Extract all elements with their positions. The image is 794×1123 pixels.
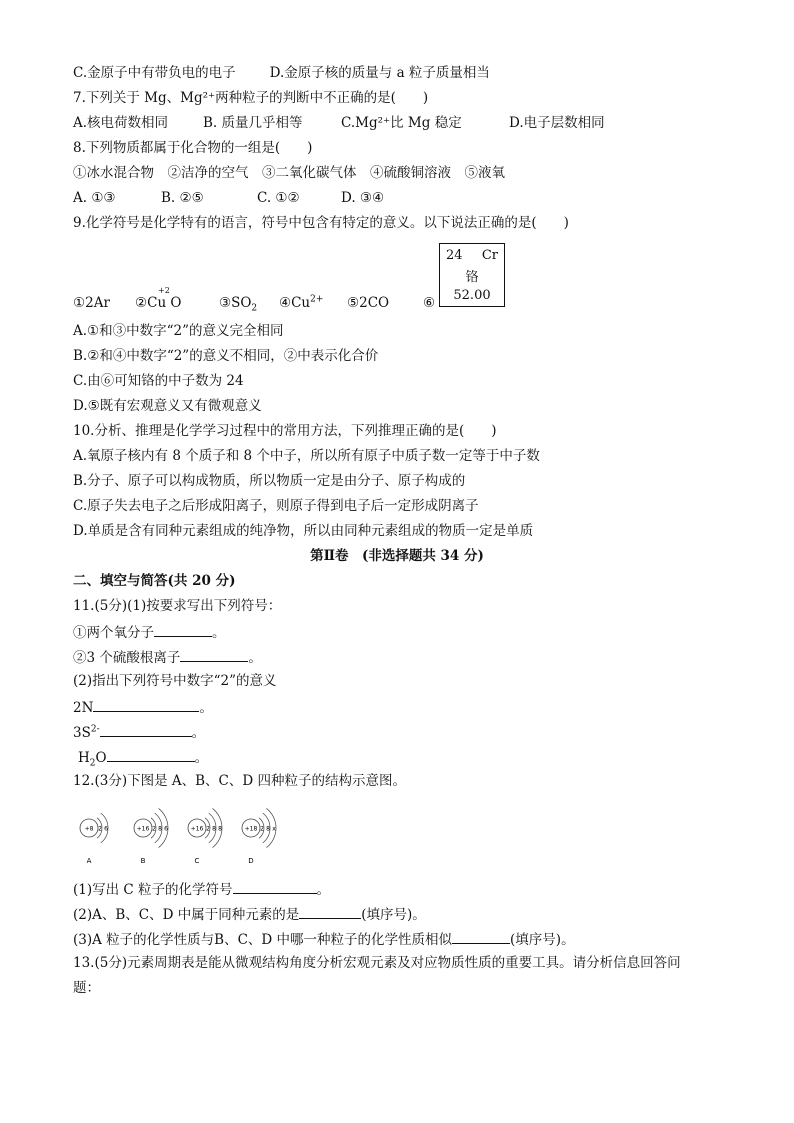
answer-blank[interactable]	[93, 697, 199, 712]
q12-question-1: (1)写出 C 粒子的化学符号 。	[73, 879, 330, 899]
atom-diagram-c	[188, 808, 222, 865]
q12-question-2: (2)A、B、C、D 中属于同种元素的是 (填序号)。	[73, 904, 426, 924]
q6-option-c: C.金原子中有带负电的电子	[73, 65, 236, 81]
q9-symbol-1: ①2Ar	[73, 295, 110, 311]
q9-option-a: A.①和③中数字“2”的意义完全相同	[73, 323, 284, 339]
q11-item-a: ①两个氧分子 。	[73, 622, 226, 642]
shell-electron-count: x	[272, 825, 276, 833]
q12-stem: 12.(3分)下图是 A、B、C、D 四种粒子的结构示意图。	[73, 773, 406, 789]
answer-blank[interactable]	[180, 647, 248, 662]
section-title: 二、填空与简答(共 20 分)	[73, 573, 236, 589]
q11-part2: (2)指出下列符号中数字“2”的意义	[73, 673, 277, 689]
q9-option-d: D.⑤既有宏观意义又有微观意义	[73, 398, 262, 414]
q9-option-c: C.由⑥可知铬的中子数为 24	[73, 373, 244, 389]
atom-label: C	[194, 857, 200, 865]
q8-items: ①冰水混合物 ②洁净的空气 ③二氧化碳气体 ④硫酸铜溶液 ⑤液氧	[73, 165, 505, 181]
q10-option-d: D.单质是含有同种元素组成的纯净物，所以由同种元素组成的物质一定是单质	[73, 523, 534, 539]
q7-option-b: B. 质量几乎相等	[203, 115, 303, 131]
q11-symbol-2n: 2N 。	[73, 697, 213, 717]
answer-blank[interactable]	[452, 929, 510, 944]
q7-options	[73, 114, 605, 132]
shell-electron-count: 8	[158, 825, 162, 833]
shell-electron-count: 6	[164, 825, 168, 833]
q11-symbol-3s: $3S^{2-}$ 。	[73, 722, 205, 742]
q9-symbol-3: $③SO_2$	[219, 295, 258, 314]
q10-option-c: C.原子失去电子之后形成阳离子，则原子得到电子后一定形成阴离子	[73, 498, 479, 514]
q7-option-a: A.核电荷数相同	[73, 115, 169, 131]
q13-stem-line1: 13.(5分)元素周期表是能从微观结构角度分析宏观元素及对应物质性质的重要工具。请分析信息回答问	[73, 955, 681, 971]
atom-diagram-d	[242, 808, 276, 865]
q12-question-3: (3)A 粒子的化学性质与B、C、D 中哪一种粒子的化学性质相似 (填序号)。	[73, 929, 575, 949]
q9-symbol-5: ⑤2CO	[347, 295, 390, 311]
element-atomic-number: 24	[446, 248, 463, 263]
atom-structure-diagram	[73, 800, 293, 870]
element-mass: 52.00	[453, 288, 491, 303]
q6-options	[73, 64, 490, 82]
q11-symbol-h2o: $H_2O$ 。	[78, 747, 208, 767]
q10-option-a: A.氧原子核内有 8 个质子和 8 个中子，所以所有原子中质子数一定等于中子数	[73, 448, 540, 464]
q8-option-a: A. ①③	[73, 190, 116, 206]
q11-stem: 11.(5分)(1)按要求写出下列符号：	[73, 598, 282, 614]
q10-stem: 10.分析、推理是化学学习过程中的常用方法，下列推理正确的是( )	[73, 423, 497, 439]
q7-option-c: C.Mg²⁺比 Mg 稳定	[341, 115, 462, 131]
q8-option-b: B. ②⑤	[161, 190, 204, 206]
q9-symbols	[73, 294, 435, 312]
q8-options	[73, 189, 384, 207]
shell-electron-count: 6	[104, 825, 108, 833]
shell-electron-count: 2	[206, 825, 210, 833]
atom-label: D	[248, 857, 254, 865]
q7-stem: 7.下列关于 Mg、Mg²⁺两种粒子的判断中不正确的是( )	[73, 90, 429, 106]
atom-diagram-b	[134, 808, 168, 865]
shell-electron-count: 2	[260, 825, 264, 833]
nucleus-charge: +16	[190, 825, 204, 833]
answer-blank[interactable]	[100, 722, 192, 737]
shell-electron-count: 2	[98, 825, 102, 833]
shell-electron-count: 8	[266, 825, 270, 833]
answer-blank[interactable]	[107, 747, 195, 762]
q8-stem: 8.下列物质都属于化合物的一组是( )	[73, 140, 313, 156]
nucleus-charge: +16	[136, 825, 150, 833]
shell-electron-count: 8	[212, 825, 216, 833]
shell-electron-count: 2	[152, 825, 156, 833]
q9-valence-mark: +2	[158, 286, 170, 295]
nucleus-charge: +18	[244, 825, 258, 833]
element-symbol: Cr	[481, 248, 498, 263]
q9-stem: 9.化学符号是化学特有的语言，符号中包含有特定的意义。以下说法正确的是( )	[73, 215, 569, 231]
nucleus-charge: +8	[84, 825, 94, 833]
q8-option-d: D. ③④	[341, 190, 385, 206]
q9-option-b: B.②和④中数字“2”的意义不相同，②中表示化合价	[73, 348, 379, 364]
answer-blank[interactable]	[299, 904, 361, 919]
q9-symbol-6: ⑥	[423, 295, 436, 311]
answer-blank[interactable]	[233, 879, 317, 894]
q9-symbol-4: $④Cu^{2+}$	[279, 294, 324, 311]
shell-electron-count: 8	[218, 825, 222, 833]
chromium-element-cell	[439, 243, 505, 307]
atom-label: B	[140, 857, 146, 865]
answer-blank[interactable]	[154, 622, 212, 637]
atom-diagram-a	[80, 813, 108, 865]
q7-option-d: D.电子层数相同	[509, 115, 605, 131]
q6-option-d: D.金原子核的质量与 a 粒子质量相当	[269, 65, 490, 81]
element-name: 铬	[465, 270, 479, 285]
q13-stem-line2: 题：	[73, 980, 100, 996]
q11-item-b: ②3 个硫酸根离子 。	[73, 647, 262, 667]
q8-option-c: C. ①②	[257, 190, 300, 206]
atom-label: A	[86, 857, 92, 865]
q10-option-b: B.分子、原子可以构成物质，所以物质一定是由分子、原子构成的	[73, 473, 466, 489]
q9-symbol-2: ②Cu O	[135, 295, 182, 311]
part2-title: 第Ⅱ卷 (非选择题共 34 分)	[310, 548, 484, 564]
